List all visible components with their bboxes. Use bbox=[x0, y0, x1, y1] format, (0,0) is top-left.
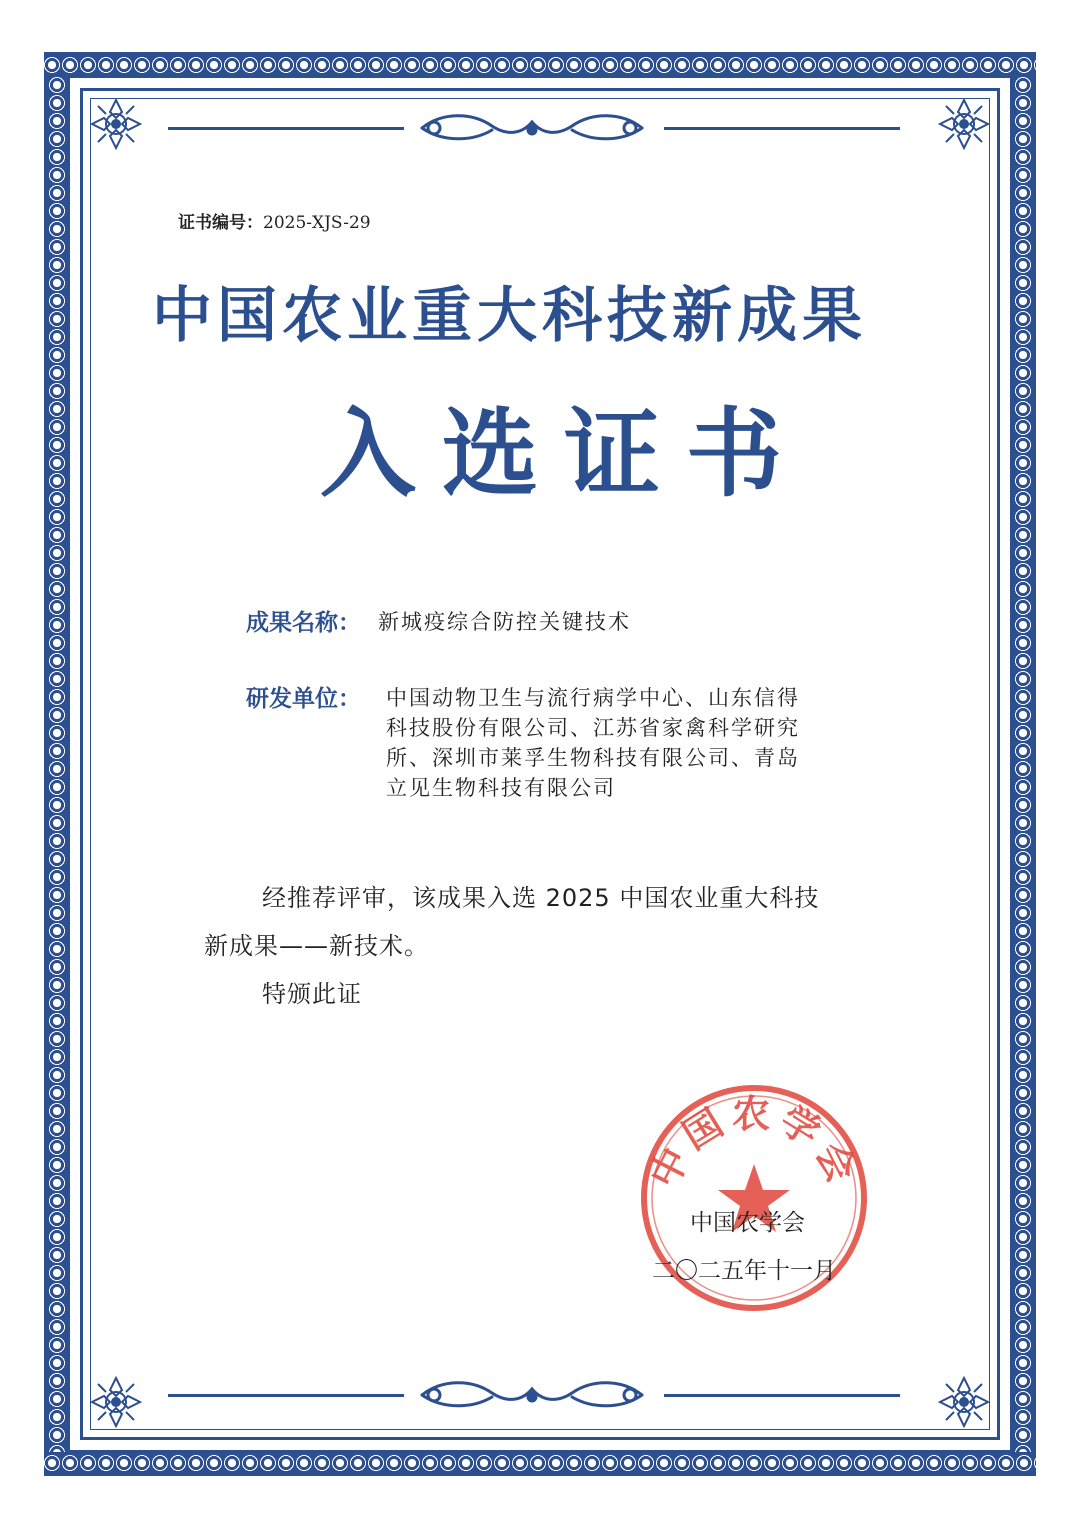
body-text-line1: 经推荐评审，该成果入选 2025 中国农业重大科技 bbox=[262, 884, 820, 912]
border-pattern-bottom bbox=[44, 1450, 1036, 1476]
certificate-number-value: 2025-XJS-29 bbox=[263, 213, 371, 233]
corner-ornament-icon bbox=[88, 96, 144, 152]
achievement-value: 新城疫综合防控关键技术 bbox=[378, 610, 631, 634]
certificate-subtitle: 入选证书 bbox=[320, 397, 808, 510]
developer-line: 所、深圳市莱孚生物科技有限公司、青岛 bbox=[386, 746, 800, 770]
developer-line: 科技股份有限公司、江苏省家禽科学研究 bbox=[386, 716, 800, 740]
developer-line: 立见生物科技有限公司 bbox=[386, 776, 616, 800]
top-divider-right bbox=[664, 127, 900, 130]
border-pattern-top bbox=[44, 52, 1036, 78]
developer-label: 研发单位： bbox=[246, 686, 361, 712]
corner-ornament-icon bbox=[936, 96, 992, 152]
corner-ornament-icon bbox=[936, 1374, 992, 1430]
flourish-ornament-icon bbox=[412, 1375, 652, 1415]
achievement-label: 成果名称： bbox=[246, 610, 361, 636]
issuer-name: 中国农学会 bbox=[690, 1210, 805, 1236]
top-divider-left bbox=[168, 127, 404, 130]
body-text-line3: 特颁此证 bbox=[262, 980, 362, 1008]
bottom-divider-left bbox=[168, 1394, 404, 1397]
certificate-number-label: 证书编号： bbox=[178, 213, 263, 233]
bottom-divider-right bbox=[664, 1394, 900, 1397]
body-text-line2: 新成果——新技术。 bbox=[204, 932, 429, 960]
border-pattern-left bbox=[44, 76, 70, 1452]
border-pattern-right bbox=[1010, 76, 1036, 1452]
issue-date: 二〇二五年十一月 bbox=[652, 1258, 836, 1284]
seal-text: 中国农学会 bbox=[641, 1092, 867, 1195]
certificate-title: 中国农业重大科技新成果 bbox=[152, 281, 867, 351]
developer-line: 中国动物卫生与流行病学中心、山东信得 bbox=[386, 686, 800, 710]
flourish-ornament-icon bbox=[412, 108, 652, 148]
certificate-number bbox=[178, 208, 371, 233]
corner-ornament-icon bbox=[88, 1374, 144, 1430]
